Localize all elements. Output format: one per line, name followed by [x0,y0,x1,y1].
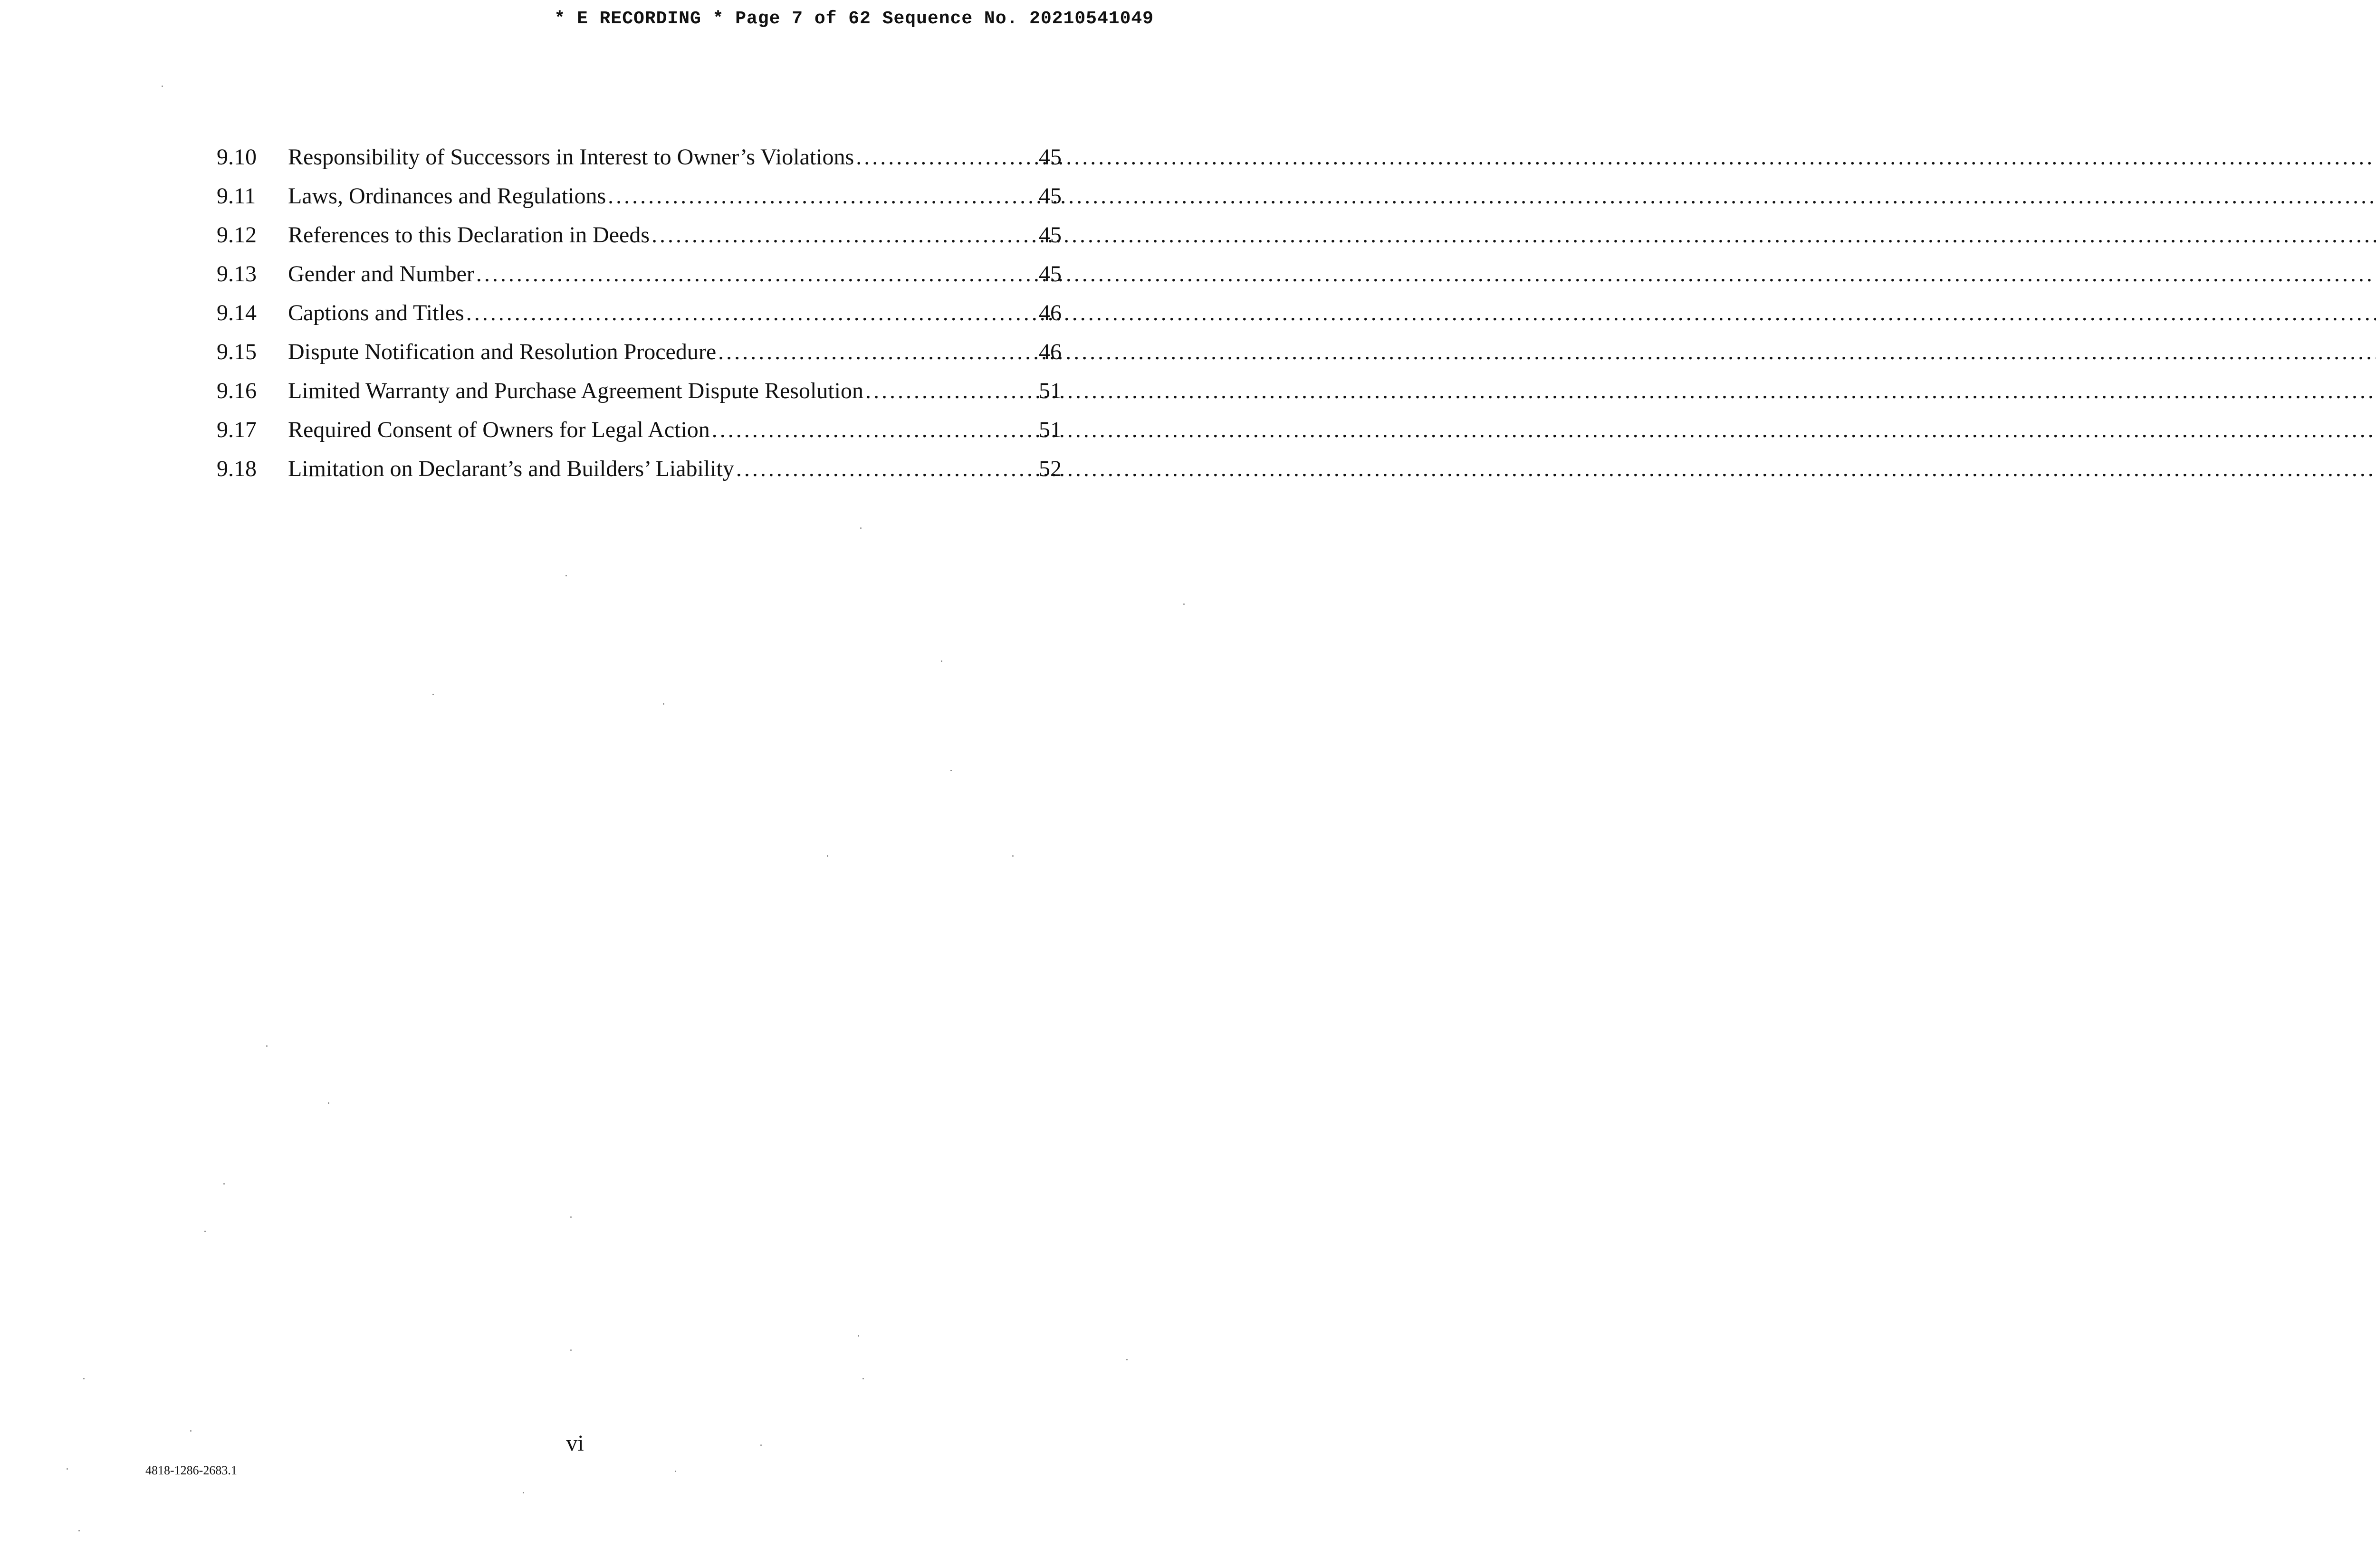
toc-dot-leader [710,411,1035,449]
toc-entry [217,177,1062,216]
scan-speck [1183,603,1185,605]
toc-entry-number: 9.13 [217,261,257,287]
scan-speck [570,1216,572,1218]
scan-speck [950,770,952,771]
toc-entry-page: 46 [1039,339,1062,364]
toc-entry-title: Limited Warranty and Purchase Agreement Dispute Resolution [288,378,863,403]
scan-speck [862,1378,864,1379]
toc-entry-number: 9.10 [217,144,257,170]
toc-dot-leader [854,138,1035,177]
scan-speck [223,1183,225,1185]
scan-speck [1012,855,1014,857]
toc-entry-title: Captions and Titles [288,300,464,325]
toc-entry [217,294,1062,333]
toc-dot-leader [863,372,1035,411]
toc-entry-title: Gender and Number [288,261,474,287]
toc-entry-page: 45 [1039,222,1062,248]
toc-dot-leader [734,449,1035,488]
scan-speck [827,855,828,857]
scan-speck [760,1444,762,1446]
toc-entry-number: 9.18 [217,456,257,481]
toc-entry [217,255,1062,294]
toc-entry [217,449,1062,488]
scan-speck [941,660,942,662]
toc-entry-title: Dispute Notification and Resolution Procedure [288,339,717,364]
scan-speck [860,527,862,529]
table-of-contents [217,138,1062,488]
scan-speck [858,1335,859,1337]
toc-entry-title: Limitation on Declarant’s and Builders’ Liability [288,456,734,481]
toc-entry [217,333,1062,372]
toc-entry-number: 9.11 [217,183,256,209]
scan-speck [67,1468,68,1470]
scan-speck [675,1471,676,1472]
toc-entry [217,411,1062,449]
toc-dot-leader [606,177,1035,216]
scan-speck [83,1378,85,1379]
toc-entry-page: 51 [1039,417,1062,442]
toc-entry-page: 51 [1039,378,1062,403]
page-number: vi [566,1431,584,1456]
toc-entry-number: 9.16 [217,378,257,403]
toc-entry-page: 52 [1039,456,1062,481]
toc-entry-title: References to this Declaration in Deeds [288,222,650,248]
toc-entry-page: 45 [1039,261,1062,287]
scan-speck [565,575,567,576]
toc-entry-number: 9.17 [217,417,257,442]
scan-speck [78,1530,80,1531]
toc-dot-leader [474,255,1035,294]
document-id: 4818-1286-2683.1 [145,1463,237,1477]
toc-entry [217,216,1062,255]
scan-speck [523,1492,524,1493]
scan-speck [266,1045,268,1047]
scan-speck [162,86,163,87]
scan-speck [204,1231,206,1232]
scan-speck [328,1102,329,1104]
scan-speck [432,694,434,695]
toc-dot-leader [716,333,1035,372]
toc-entry [217,138,1062,177]
toc-entry-page: 45 [1039,144,1062,170]
scan-speck [663,703,664,705]
toc-dot-leader [464,294,1035,333]
scan-speck [190,1430,192,1432]
toc-entry [217,372,1062,411]
toc-entry-number: 9.15 [217,339,257,364]
toc-entry-page: 45 [1039,183,1062,209]
toc-entry-page: 46 [1039,300,1062,325]
scan-speck [570,1349,572,1351]
toc-entry-number: 9.14 [217,300,257,325]
toc-entry-number: 9.12 [217,222,257,248]
scan-speck [1126,1359,1128,1360]
toc-dot-leader [650,216,1035,255]
toc-entry-title: Required Consent of Owners for Legal Action [288,417,710,442]
toc-entry-title: Laws, Ordinances and Regulations [288,183,606,209]
recording-stamp: * E RECORDING * Page 7 of 62 Sequence No. 20210541049 [554,9,1154,29]
toc-entry-title: Responsibility of Successors in Interest to Owner’s Violations [288,144,854,170]
